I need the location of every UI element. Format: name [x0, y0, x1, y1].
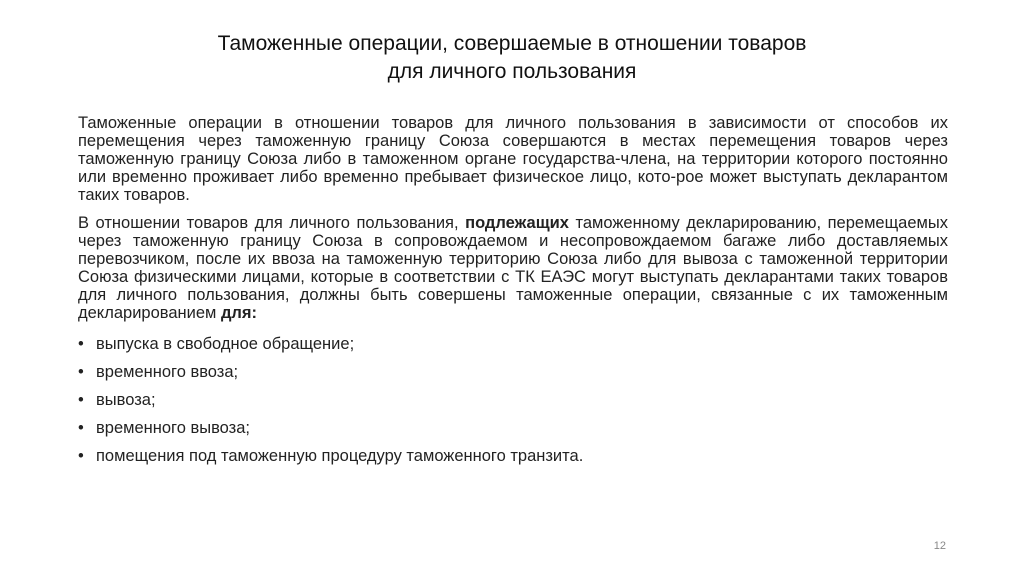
bullet-icon: •	[78, 419, 84, 437]
slide-title	[0, 30, 1024, 86]
list-item	[78, 444, 948, 472]
paragraph-2-bold-1: подлежащих	[465, 214, 569, 232]
list-item	[78, 416, 948, 444]
paragraph-2	[78, 214, 948, 322]
list-item	[78, 388, 948, 416]
bullet-list	[78, 332, 948, 472]
list-item-text: вывоза;	[96, 391, 156, 409]
paragraph-2-part-1: В отношении товаров для личного пользования,	[78, 214, 466, 232]
paragraph-2-part-2: таможенному декларированию, перемещаемых через таможенную границу Союза в сопровождаемом и несопровождаемом багаже либо доставляемых перевозчиком, после их ввоза на таможенную территорию Союза либо для вывоза с таможенной территории Союза физическими лицами, которые в соответствии с ТК ЕАЭС могут выступать декларантами таких товаров для личного пользования, должны быть совершены таможенные операции, связанные с их таможенным декларированием	[78, 214, 948, 322]
list-item-text: временного вывоза;	[96, 419, 250, 437]
paragraph-2-bold-2: для:	[220, 304, 258, 322]
list-item-text: временного ввоза;	[96, 363, 239, 381]
slide-body	[78, 114, 948, 472]
page-number: 12	[933, 540, 946, 552]
list-item	[78, 360, 948, 388]
title-line-2: для личного пользования	[387, 60, 637, 83]
bullet-icon: •	[78, 447, 84, 465]
title-line-1: Таможенные операции, совершаемые в отношении товаров	[217, 32, 807, 55]
list-item-text: выпуска в свободное обращение;	[96, 335, 355, 353]
list-item	[78, 332, 948, 360]
bullet-icon: •	[78, 363, 84, 381]
bullet-icon: •	[78, 335, 84, 353]
list-item-text: помещения под таможенную процедуру таможенного транзита.	[96, 447, 584, 465]
paragraph-1: Таможенные операции в отношении товаров для личного пользования в зависимости от способов их перемещения через таможенную границу Союза совершаются в местах перемещения товаров через таможенную границу Союза либо в таможенном органе государства-члена, на территории которого постоянно или временно проживает либо временно пребывает физическое лицо, кото-рое может выступать декларантом таких товаров.	[78, 114, 948, 204]
bullet-icon: •	[78, 391, 84, 409]
